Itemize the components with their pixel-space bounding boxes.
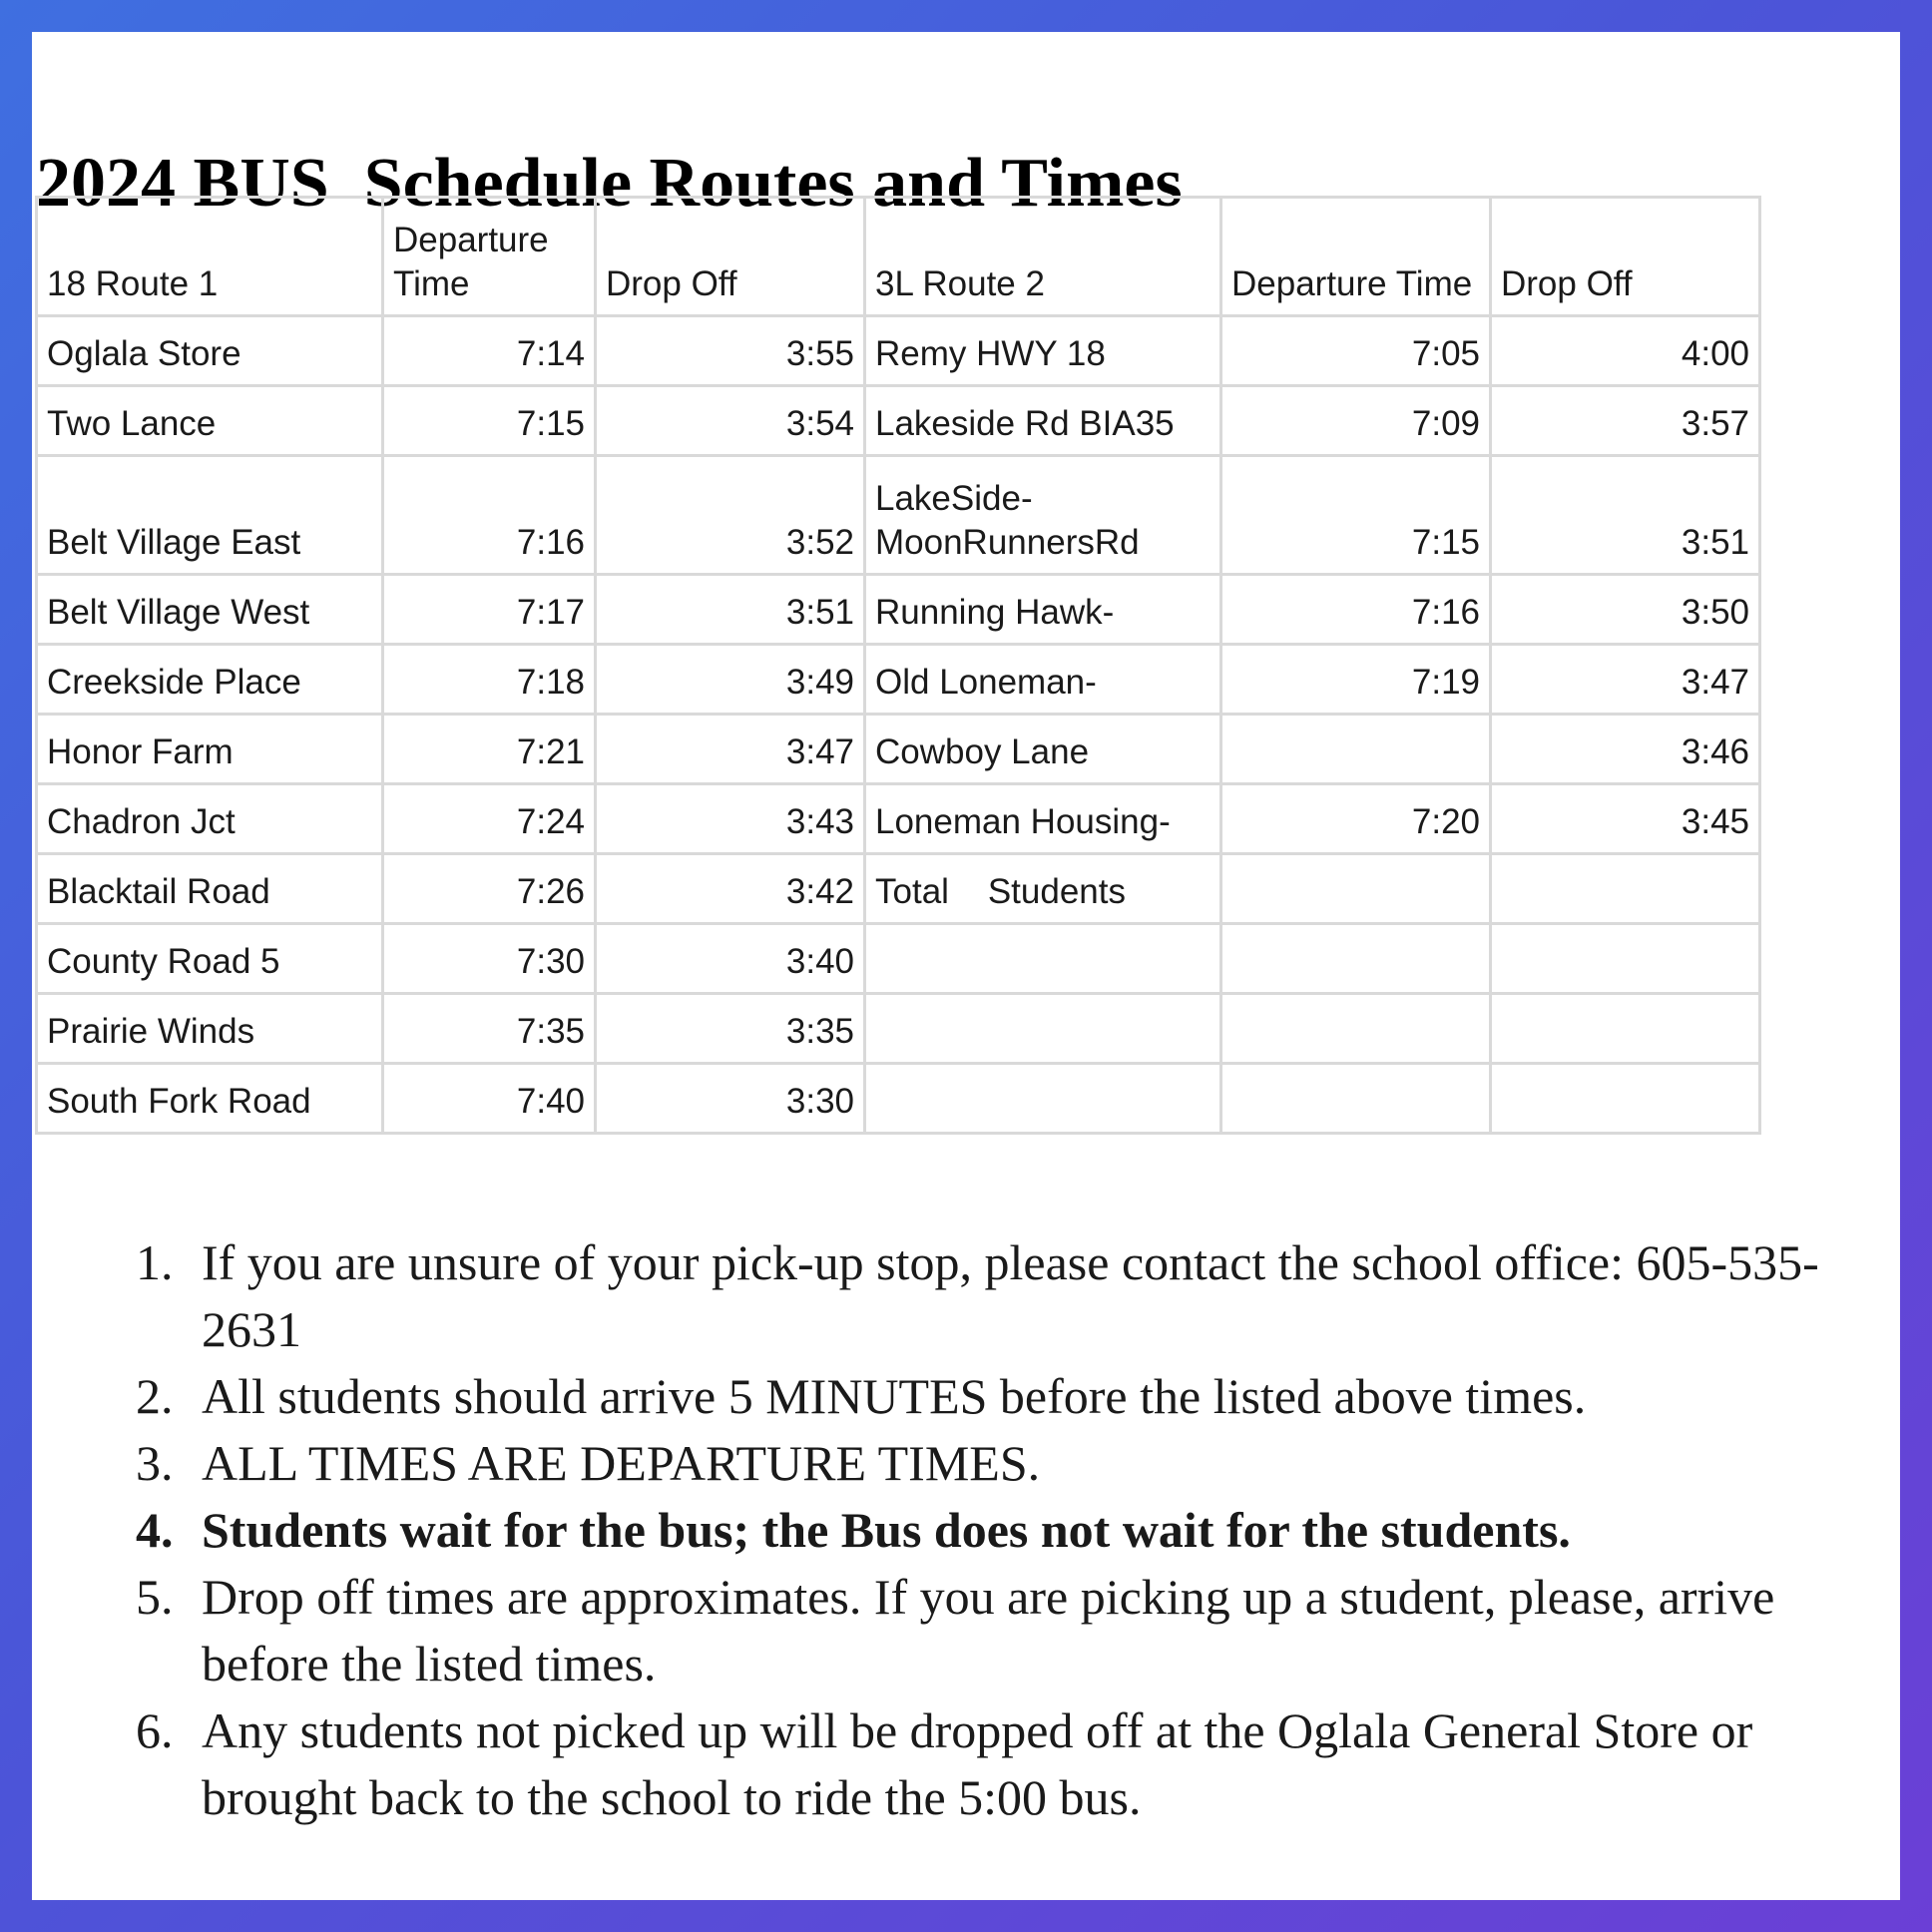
drop-off-cell: 3:52 (596, 456, 865, 575)
list-number: 5. (136, 1569, 174, 1625)
departure-cell: 7:35 (383, 994, 596, 1064)
stop-cell: Lakeside Rd BIA35 (865, 386, 1221, 456)
table-row (37, 316, 1760, 386)
header-route-1: 18 Route 1 (37, 198, 383, 316)
stop-cell: Creekside Place (37, 645, 383, 715)
stop-cell: Old Loneman- (865, 645, 1221, 715)
departure-cell: 7:19 (1221, 645, 1491, 715)
total-students-cell: Total Students (865, 854, 1221, 924)
drop-off-cell: 3:42 (596, 854, 865, 924)
departure-cell (1221, 924, 1491, 994)
stop-cell: Belt Village West (37, 575, 383, 645)
departure-cell: 7:30 (383, 924, 596, 994)
stop-cell: LakeSide- MoonRunnersRd (865, 456, 1221, 575)
header-drop-off-1: Drop Off (596, 198, 865, 316)
notes-list (100, 1229, 1896, 1831)
departure-cell (1221, 715, 1491, 784)
list-number: 1. (136, 1234, 174, 1290)
stop-cell: Two Lance (37, 386, 383, 456)
drop-off-cell: 3:35 (596, 994, 865, 1064)
list-number: 4. (136, 1502, 174, 1558)
drop-off-cell: 3:57 (1491, 386, 1760, 456)
departure-cell (1221, 1064, 1491, 1134)
stop-cell (865, 994, 1221, 1064)
list-number: 2. (136, 1368, 174, 1424)
header-departure-time-2: Departure Time (1221, 198, 1491, 316)
table-row (37, 994, 1760, 1064)
departure-cell (1221, 994, 1491, 1064)
departure-cell: 7:14 (383, 316, 596, 386)
departure-cell: 7:15 (1221, 456, 1491, 575)
drop-off-cell (1491, 1064, 1760, 1134)
stop-cell: Honor Farm (37, 715, 383, 784)
departure-cell: 7:16 (383, 456, 596, 575)
header-departure-time-1: Departure Time (383, 198, 596, 316)
list-text: Students wait for the bus; the Bus does not wait for the students. (202, 1502, 1571, 1558)
table-row (37, 854, 1760, 924)
departure-cell: 7:40 (383, 1064, 596, 1134)
drop-off-cell: 3:47 (1491, 645, 1760, 715)
stop-cell: Prairie Winds (37, 994, 383, 1064)
table-row (37, 1064, 1760, 1134)
stop-cell: Cowboy Lane (865, 715, 1221, 784)
list-number: 6. (136, 1702, 174, 1758)
stop-cell: Oglala Store (37, 316, 383, 386)
drop-off-cell (1491, 854, 1760, 924)
list-number: 3. (136, 1435, 174, 1491)
table-row (37, 784, 1760, 854)
stop-cell (865, 924, 1221, 994)
table-row (37, 645, 1760, 715)
table-header-row (37, 198, 1760, 316)
table-row (37, 715, 1760, 784)
stop-cell: Loneman Housing- (865, 784, 1221, 854)
drop-off-cell: 4:00 (1491, 316, 1760, 386)
departure-cell: 7:24 (383, 784, 596, 854)
table-row (37, 456, 1760, 575)
list-text: ALL TIMES ARE DEPARTURE TIMES. (202, 1435, 1041, 1491)
list-item (100, 1564, 1896, 1697)
document-page (32, 32, 1900, 1900)
departure-cell: 7:09 (1221, 386, 1491, 456)
table-row (37, 575, 1760, 645)
list-item (100, 1497, 1896, 1564)
stop-cell: Running Hawk- (865, 575, 1221, 645)
stop-cell: Remy HWY 18 (865, 316, 1221, 386)
stop-cell: Blacktail Road (37, 854, 383, 924)
list-text: Drop off times are approximates. If you are picking up a student, please, arrive before the listed times. (202, 1569, 1775, 1691)
departure-cell: 7:20 (1221, 784, 1491, 854)
departure-cell: 7:15 (383, 386, 596, 456)
departure-cell (1221, 854, 1491, 924)
drop-off-cell (1491, 924, 1760, 994)
drop-off-cell: 3:46 (1491, 715, 1760, 784)
bus-schedule-table (35, 196, 1761, 1135)
drop-off-cell: 3:55 (596, 316, 865, 386)
list-item (100, 1430, 1896, 1497)
drop-off-cell: 3:43 (596, 784, 865, 854)
list-item (100, 1363, 1896, 1430)
stop-cell: Belt Village East (37, 456, 383, 575)
drop-off-cell: 3:51 (1491, 456, 1760, 575)
drop-off-cell: 3:40 (596, 924, 865, 994)
drop-off-cell: 3:49 (596, 645, 865, 715)
drop-off-cell: 3:51 (596, 575, 865, 645)
drop-off-cell (1491, 994, 1760, 1064)
drop-off-cell: 3:54 (596, 386, 865, 456)
drop-off-cell: 3:50 (1491, 575, 1760, 645)
list-text: If you are unsure of your pick-up stop, please contact the school office: 605-535-2631 (202, 1234, 1819, 1357)
list-text: All students should arrive 5 MINUTES before the listed above times. (202, 1368, 1587, 1424)
stop-cell: South Fork Road (37, 1064, 383, 1134)
header-drop-off-2: Drop Off (1491, 198, 1760, 316)
departure-cell: 7:16 (1221, 575, 1491, 645)
departure-cell: 7:05 (1221, 316, 1491, 386)
stop-cell: County Road 5 (37, 924, 383, 994)
departure-cell: 7:21 (383, 715, 596, 784)
list-text: Any students not picked up will be dropped off at the Oglala General Store or brought back to the school to ride the 5:00 bus. (202, 1702, 1753, 1825)
departure-cell: 7:26 (383, 854, 596, 924)
table-row (37, 386, 1760, 456)
list-item (100, 1229, 1896, 1363)
drop-off-cell: 3:30 (596, 1064, 865, 1134)
drop-off-cell: 3:47 (596, 715, 865, 784)
departure-cell: 7:18 (383, 645, 596, 715)
drop-off-cell: 3:45 (1491, 784, 1760, 854)
departure-cell: 7:17 (383, 575, 596, 645)
table-row (37, 924, 1760, 994)
stop-cell (865, 1064, 1221, 1134)
stop-cell: Chadron Jct (37, 784, 383, 854)
header-route-2: 3L Route 2 (865, 198, 1221, 316)
page-title: 2024 BUS Schedule Routes and Times (36, 145, 1183, 222)
list-item (100, 1697, 1896, 1831)
